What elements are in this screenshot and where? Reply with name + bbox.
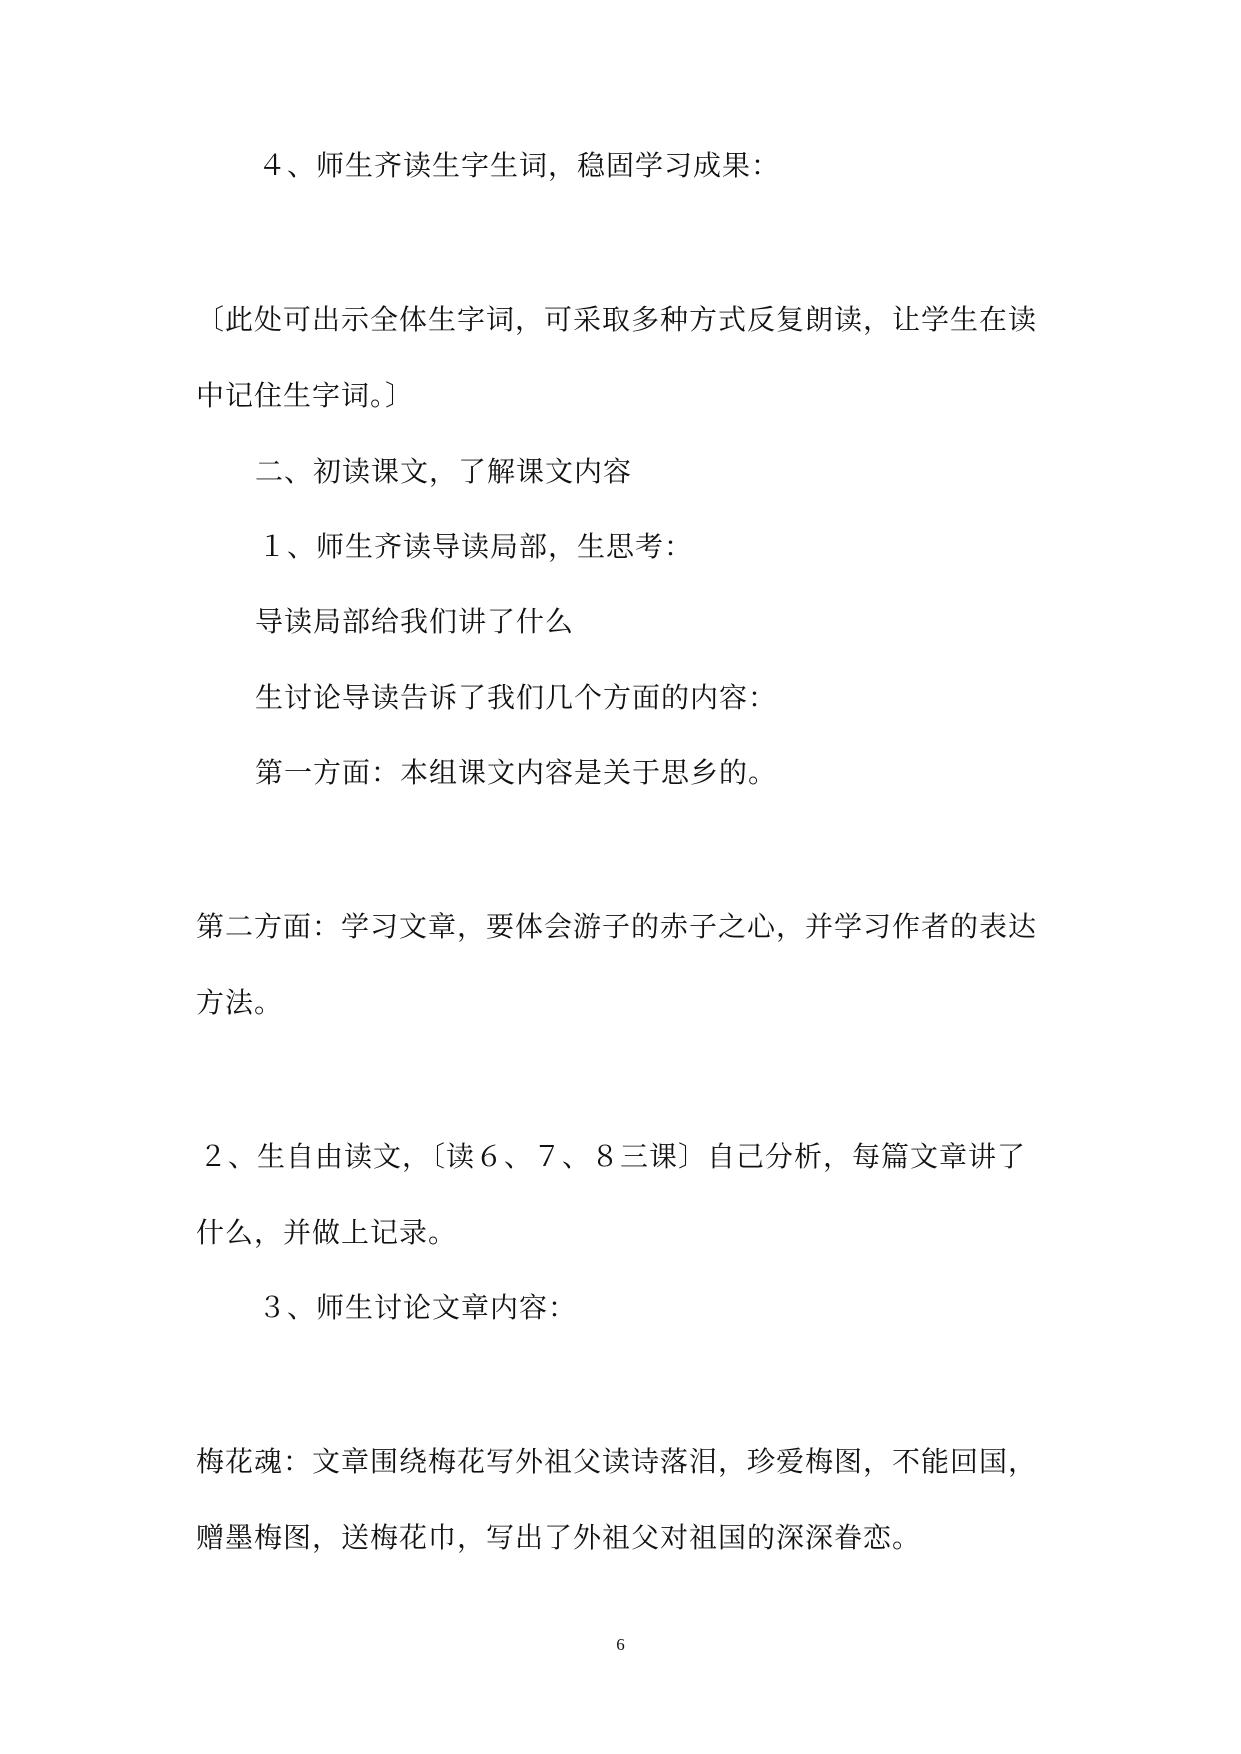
step-2-line-1: ２、生自由读文，〔读６、７、８三课〕自己分析，每篇文章讲了: [199, 1140, 1027, 1173]
summary-line-2: 赠墨梅图，送梅花巾，写出了外祖父对祖国的深深眷恋。: [196, 1521, 922, 1554]
step-4-text: ４、师生齐读生字生词，稳固学习成果：: [258, 149, 781, 182]
step-2-line-2: 什么，并做上记录。: [196, 1216, 458, 1249]
note-line-2: 中记住生字词。〕: [196, 379, 415, 412]
step-1-text: １、师生齐读导读局部，生思考：: [258, 530, 694, 563]
aspect-1-text: 第一方面：本组课文内容是关于思乡的。: [255, 756, 778, 789]
aspect-2-line-2: 方法。: [196, 986, 284, 1019]
question-text: 导读局部给我们讲了什么: [255, 605, 575, 638]
aspect-2-line-1: 第二方面：学习文章，要体会游子的赤子之心，并学习作者的表达: [196, 910, 1038, 943]
step-3-text: ３、师生讨论文章内容：: [258, 1291, 578, 1324]
discussion-text: 生讨论导读告诉了我们几个方面的内容：: [255, 681, 778, 714]
section-heading-2: 二、初读课文，了解课文内容: [255, 455, 633, 488]
page-number: 6: [616, 1635, 625, 1654]
summary-line-1: 梅花魂：文章围绕梅花写外祖父读诗落泪，珍爱梅图，不能回国，: [196, 1445, 1038, 1478]
note-line-1: 〔此处可出示全体生字词，可采取多种方式反复朗读，让学生在读: [196, 303, 1038, 336]
